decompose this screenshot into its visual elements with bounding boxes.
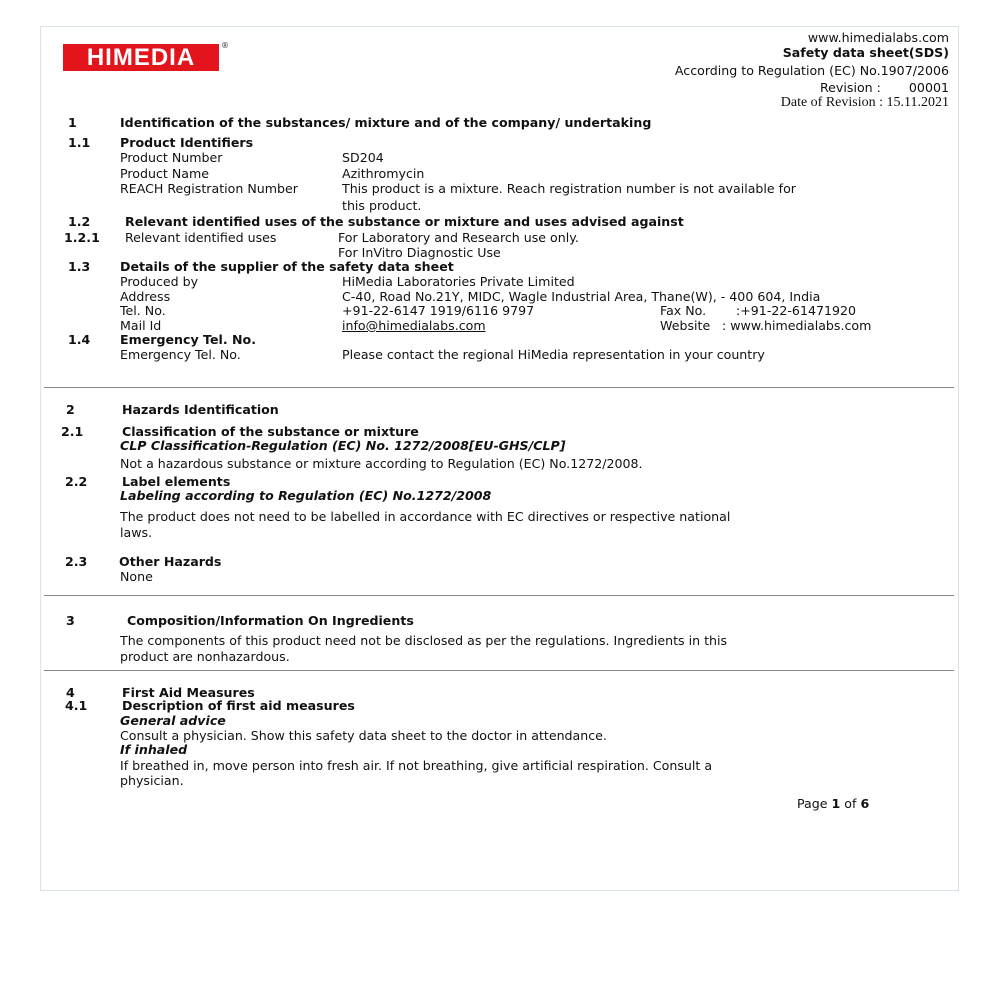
document-title: Safety data sheet(SDS) [782, 45, 949, 60]
section-2-1-subtitle: CLP Classification-Regulation (EC) No. 1272/2008[EU-GHS/CLP] [120, 438, 566, 453]
section-4-1-number: 4.1 [65, 698, 88, 713]
produced-by-label: Produced by [120, 274, 199, 289]
section-2-2-text-line2: laws. [120, 525, 153, 540]
section-2-3-title: Other Hazards [119, 554, 222, 569]
product-number-value: SD204 [342, 150, 384, 165]
section-1-title: Identification of the substances/ mixture and of the company/ undertaking [120, 115, 652, 130]
if-inhaled-text-line1: If breathed in, move person into fresh air. If not breathing, give artificial respiration. Consult a [120, 758, 713, 773]
page-word: Page [797, 796, 828, 811]
website-label: Website [660, 318, 711, 333]
section-3-text-line2: product are nonhazardous. [120, 649, 290, 664]
section-1-3-title: Details of the supplier of the safety data sheet [120, 259, 454, 274]
reach-text-line1: This product is a mixture. Reach registration number is not available for [342, 181, 796, 196]
section-1-1-number: 1.1 [68, 135, 91, 150]
section-4-number: 4 [66, 685, 75, 700]
section-2-2-number: 2.2 [65, 474, 88, 489]
section-2-2-text-line1: The product does not need to be labelled in accordance with EC directives or respective national [120, 509, 731, 524]
section-3-title: Composition/Information On Ingredients [127, 613, 414, 628]
section-1-4-number: 1.4 [68, 332, 91, 347]
identified-use-1: For Laboratory and Research use only. [338, 230, 579, 245]
section-2-3-number: 2.3 [65, 554, 88, 569]
header-website: www.himedialabs.com [807, 30, 949, 45]
page-total: 6 [860, 796, 870, 811]
section-1-3-number: 1.3 [68, 259, 91, 274]
section-1-1-title: Product Identifiers [120, 135, 254, 150]
emergency-label: Emergency Tel. No. [120, 347, 241, 362]
regulation-reference: According to Regulation (EC) No.1907/2006 [674, 63, 949, 78]
page-indicator [797, 796, 869, 811]
section-4-1-title: Description of first aid measures [122, 698, 355, 713]
section-2-title: Hazards Identification [122, 402, 279, 417]
registered-mark: ® [221, 41, 229, 50]
mail-label: Mail Id [120, 318, 162, 333]
revision-value: 00001 [908, 80, 949, 95]
produced-by-value: HiMedia Laboratories Private Limited [342, 274, 575, 289]
identified-uses-label: Relevant identified uses [125, 230, 277, 245]
reach-label: REACH Registration Number [120, 181, 298, 196]
section-2-3-text: None [120, 569, 153, 584]
section-divider [44, 595, 954, 596]
section-1-2-title: Relevant identified uses of the substance or mixture and uses advised against [125, 214, 684, 229]
section-divider [44, 387, 954, 388]
address-value: C-40, Road No.21Y, MIDC, Wagle Industrial Area, Thane(W), - 400 604, India [342, 289, 821, 304]
section-4-title: First Aid Measures [122, 685, 255, 700]
identified-use-2: For InVitro Diagnostic Use [338, 245, 501, 260]
reach-text-line2: this product. [342, 198, 422, 213]
section-1-2-1-number: 1.2.1 [64, 230, 100, 245]
tel-value: +91-22-6147 1919/6116 9797 [342, 303, 535, 318]
section-3-number: 3 [66, 613, 75, 628]
if-inhaled-text-line2: physician. [120, 773, 184, 788]
section-1-2-number: 1.2 [68, 214, 91, 229]
general-advice-text: Consult a physician. Show this safety data sheet to the doctor in attendance. [120, 728, 607, 743]
section-2-2-subtitle: Labeling according to Regulation (EC) No.1272/2008 [120, 488, 492, 503]
product-number-label: Product Number [120, 150, 223, 165]
section-2-number: 2 [66, 402, 75, 417]
fax-value: :+91-22-61471920 [736, 303, 857, 318]
page-number: 1 [831, 796, 841, 811]
date-of-revision: Date of Revision : 15.11.2021 [780, 95, 949, 110]
tel-label: Tel. No. [120, 303, 166, 318]
address-label: Address [120, 289, 171, 304]
himedia-logo: HIMEDIA [63, 44, 219, 71]
general-advice-title: General advice [120, 713, 226, 728]
fax-label: Fax No. [660, 303, 707, 318]
section-1-number: 1 [68, 115, 77, 130]
product-name-label: Product Name [120, 166, 209, 181]
website-value: : www.himedialabs.com [722, 318, 872, 333]
product-name-value: Azithromycin [342, 166, 425, 181]
if-inhaled-title: If inhaled [120, 742, 188, 757]
mail-link[interactable]: info@himedialabs.com [342, 318, 486, 333]
of-word: of [844, 796, 857, 811]
section-2-1-title: Classification of the substance or mixture [122, 424, 419, 439]
section-2-1-number: 2.1 [61, 424, 84, 439]
emergency-value: Please contact the regional HiMedia representation in your country [342, 347, 765, 362]
section-1-4-title: Emergency Tel. No. [120, 332, 256, 347]
revision-label: Revision : [820, 80, 881, 95]
section-2-1-text: Not a hazardous substance or mixture according to Regulation (EC) No.1272/2008. [120, 456, 643, 471]
section-2-2-title: Label elements [122, 474, 231, 489]
section-divider [44, 670, 954, 671]
section-3-text-line1: The components of this product need not be disclosed as per the regulations. Ingredients in this [120, 633, 728, 648]
